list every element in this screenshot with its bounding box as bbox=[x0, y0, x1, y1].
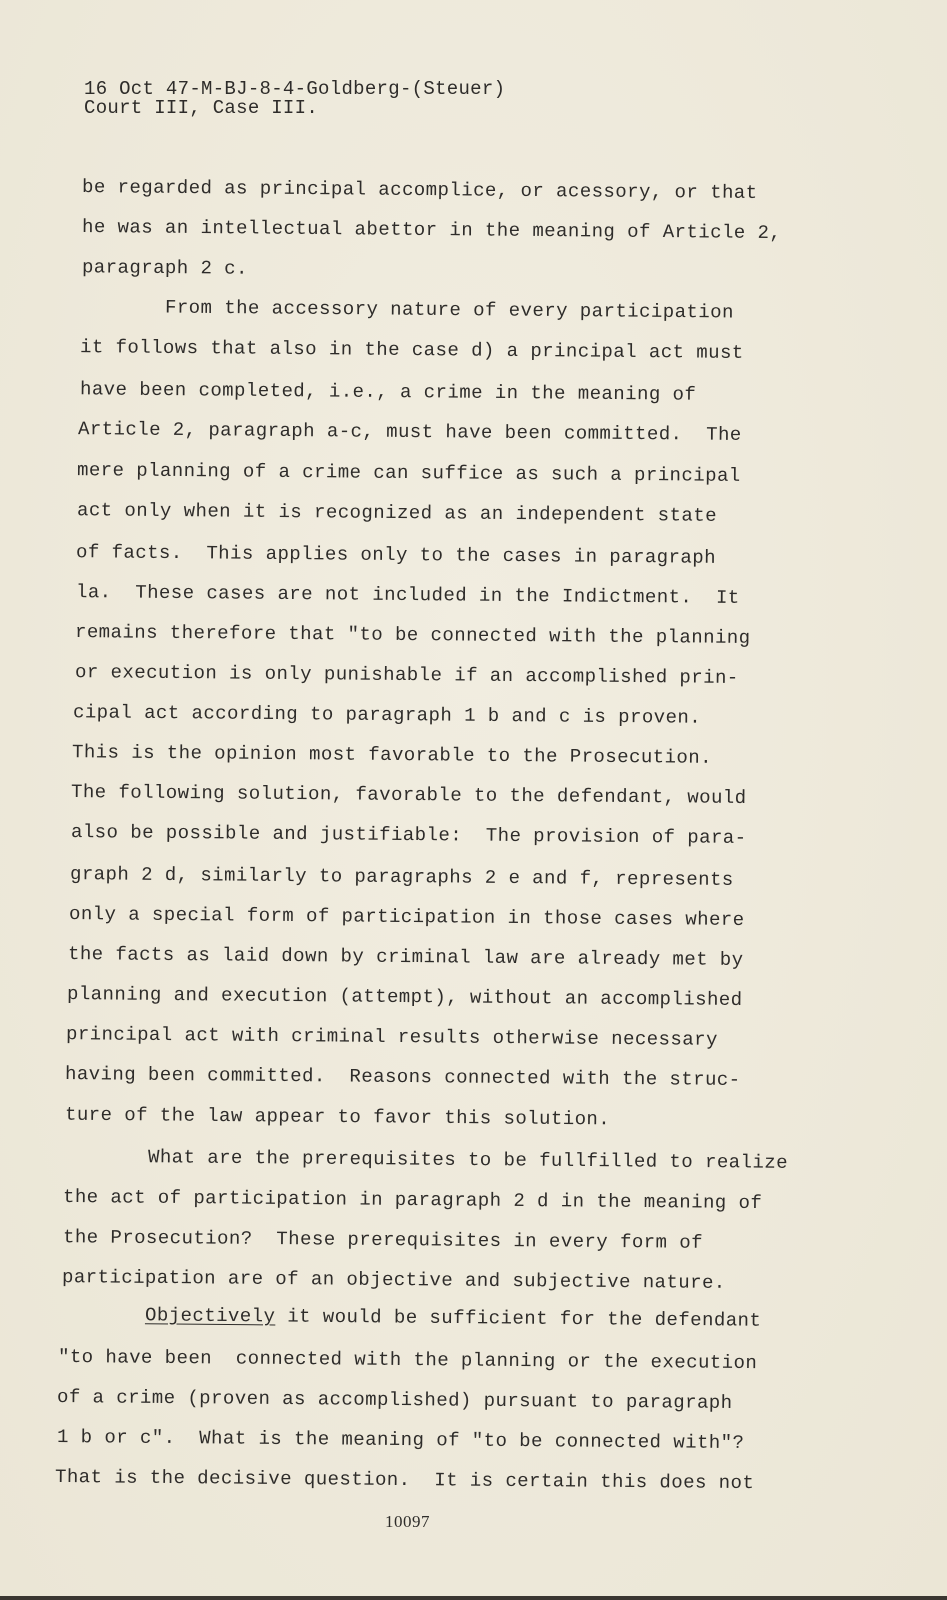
header-line-1: 16 Oct 47-M-BJ-8-4-Goldberg-(Steuer) bbox=[84, 78, 506, 100]
text-line: mere planning of a crime can suffice as such a principal bbox=[76, 459, 741, 487]
text-line: That is the decisive question. It is certain this does not bbox=[54, 1465, 755, 1495]
text-line: the Prosecution? These prerequisites in every form of bbox=[62, 1226, 704, 1254]
text-line: the act of participation in paragraph 2 d in the meaning of bbox=[62, 1185, 763, 1215]
objectively-line bbox=[145, 1303, 761, 1332]
text-line: participation are of an objective and subjective nature. bbox=[61, 1266, 726, 1294]
text-line: it follows that also in the case d) a principal act must bbox=[79, 336, 744, 364]
text-line: of a crime (proven as accomplished) pursuant to paragraph bbox=[56, 1386, 733, 1414]
text-line: paragraph 2 c. bbox=[81, 256, 249, 280]
text-line: principal act with criminal results otherwise necessary bbox=[65, 1023, 718, 1051]
text-line: 1 b or c". What is the meaning of "to be connected with"? bbox=[56, 1426, 745, 1454]
text-line: This is the opinion most favorable to the Prosecution. bbox=[71, 741, 713, 769]
page-number: 10097 bbox=[385, 1512, 430, 1531]
text-line: planning and execution (attempt), without an accomplished bbox=[66, 983, 743, 1011]
header-line-2: Court III, Case III. bbox=[84, 97, 319, 119]
text-line: remains therefore that "to be connected with the planning bbox=[74, 621, 751, 649]
text-line: act only when it is recognized as an independent state bbox=[76, 499, 718, 527]
text-line: la. These cases are not included in the Indictment. It bbox=[75, 581, 740, 609]
text-line: have been completed, i.e., a crime in the meaning of bbox=[79, 378, 697, 406]
text-line: only a special form of participation in those cases where bbox=[68, 903, 745, 931]
text-line: be regarded as principal accomplice, or acessory, or that bbox=[81, 176, 758, 204]
text-line: "to have been connected with the planning or the execution bbox=[57, 1345, 758, 1375]
text-line: he was an intellectual abettor in the meaning of Article 2, bbox=[81, 215, 782, 245]
text-line: Article 2, paragraph a-c, must have been committed. The bbox=[77, 418, 742, 446]
objectively-rest: it would be sufficient for the defendant bbox=[275, 1305, 762, 1332]
text-line: graph 2 d, similarly to paragraphs 2 e and f, represents bbox=[69, 863, 734, 891]
objectively-underlined: Objectively bbox=[144, 1304, 276, 1328]
text-line: or execution is only punishable if an accomplished prin- bbox=[74, 661, 739, 689]
page-edge bbox=[0, 1596, 947, 1600]
text-line: ture of the law appear to favor this solution. bbox=[64, 1103, 611, 1131]
text-line: The following solution, favorable to the defendant, would bbox=[70, 781, 747, 809]
text-line: the facts as laid down by criminal law are already met by bbox=[67, 943, 744, 971]
text-line: of facts. This applies only to the cases in paragraph bbox=[75, 541, 717, 569]
text-line: having been committed. Reasons connected with the struc- bbox=[64, 1063, 741, 1091]
text-line: also be possible and justifiable: The provision of para- bbox=[70, 821, 747, 849]
text-line: From the accessory nature of every participation bbox=[164, 296, 734, 324]
text-line: What are the prerequisites to be fullfilled to realize bbox=[147, 1146, 789, 1174]
text-line: cipal act according to paragraph 1 b and c is proven. bbox=[72, 701, 702, 729]
